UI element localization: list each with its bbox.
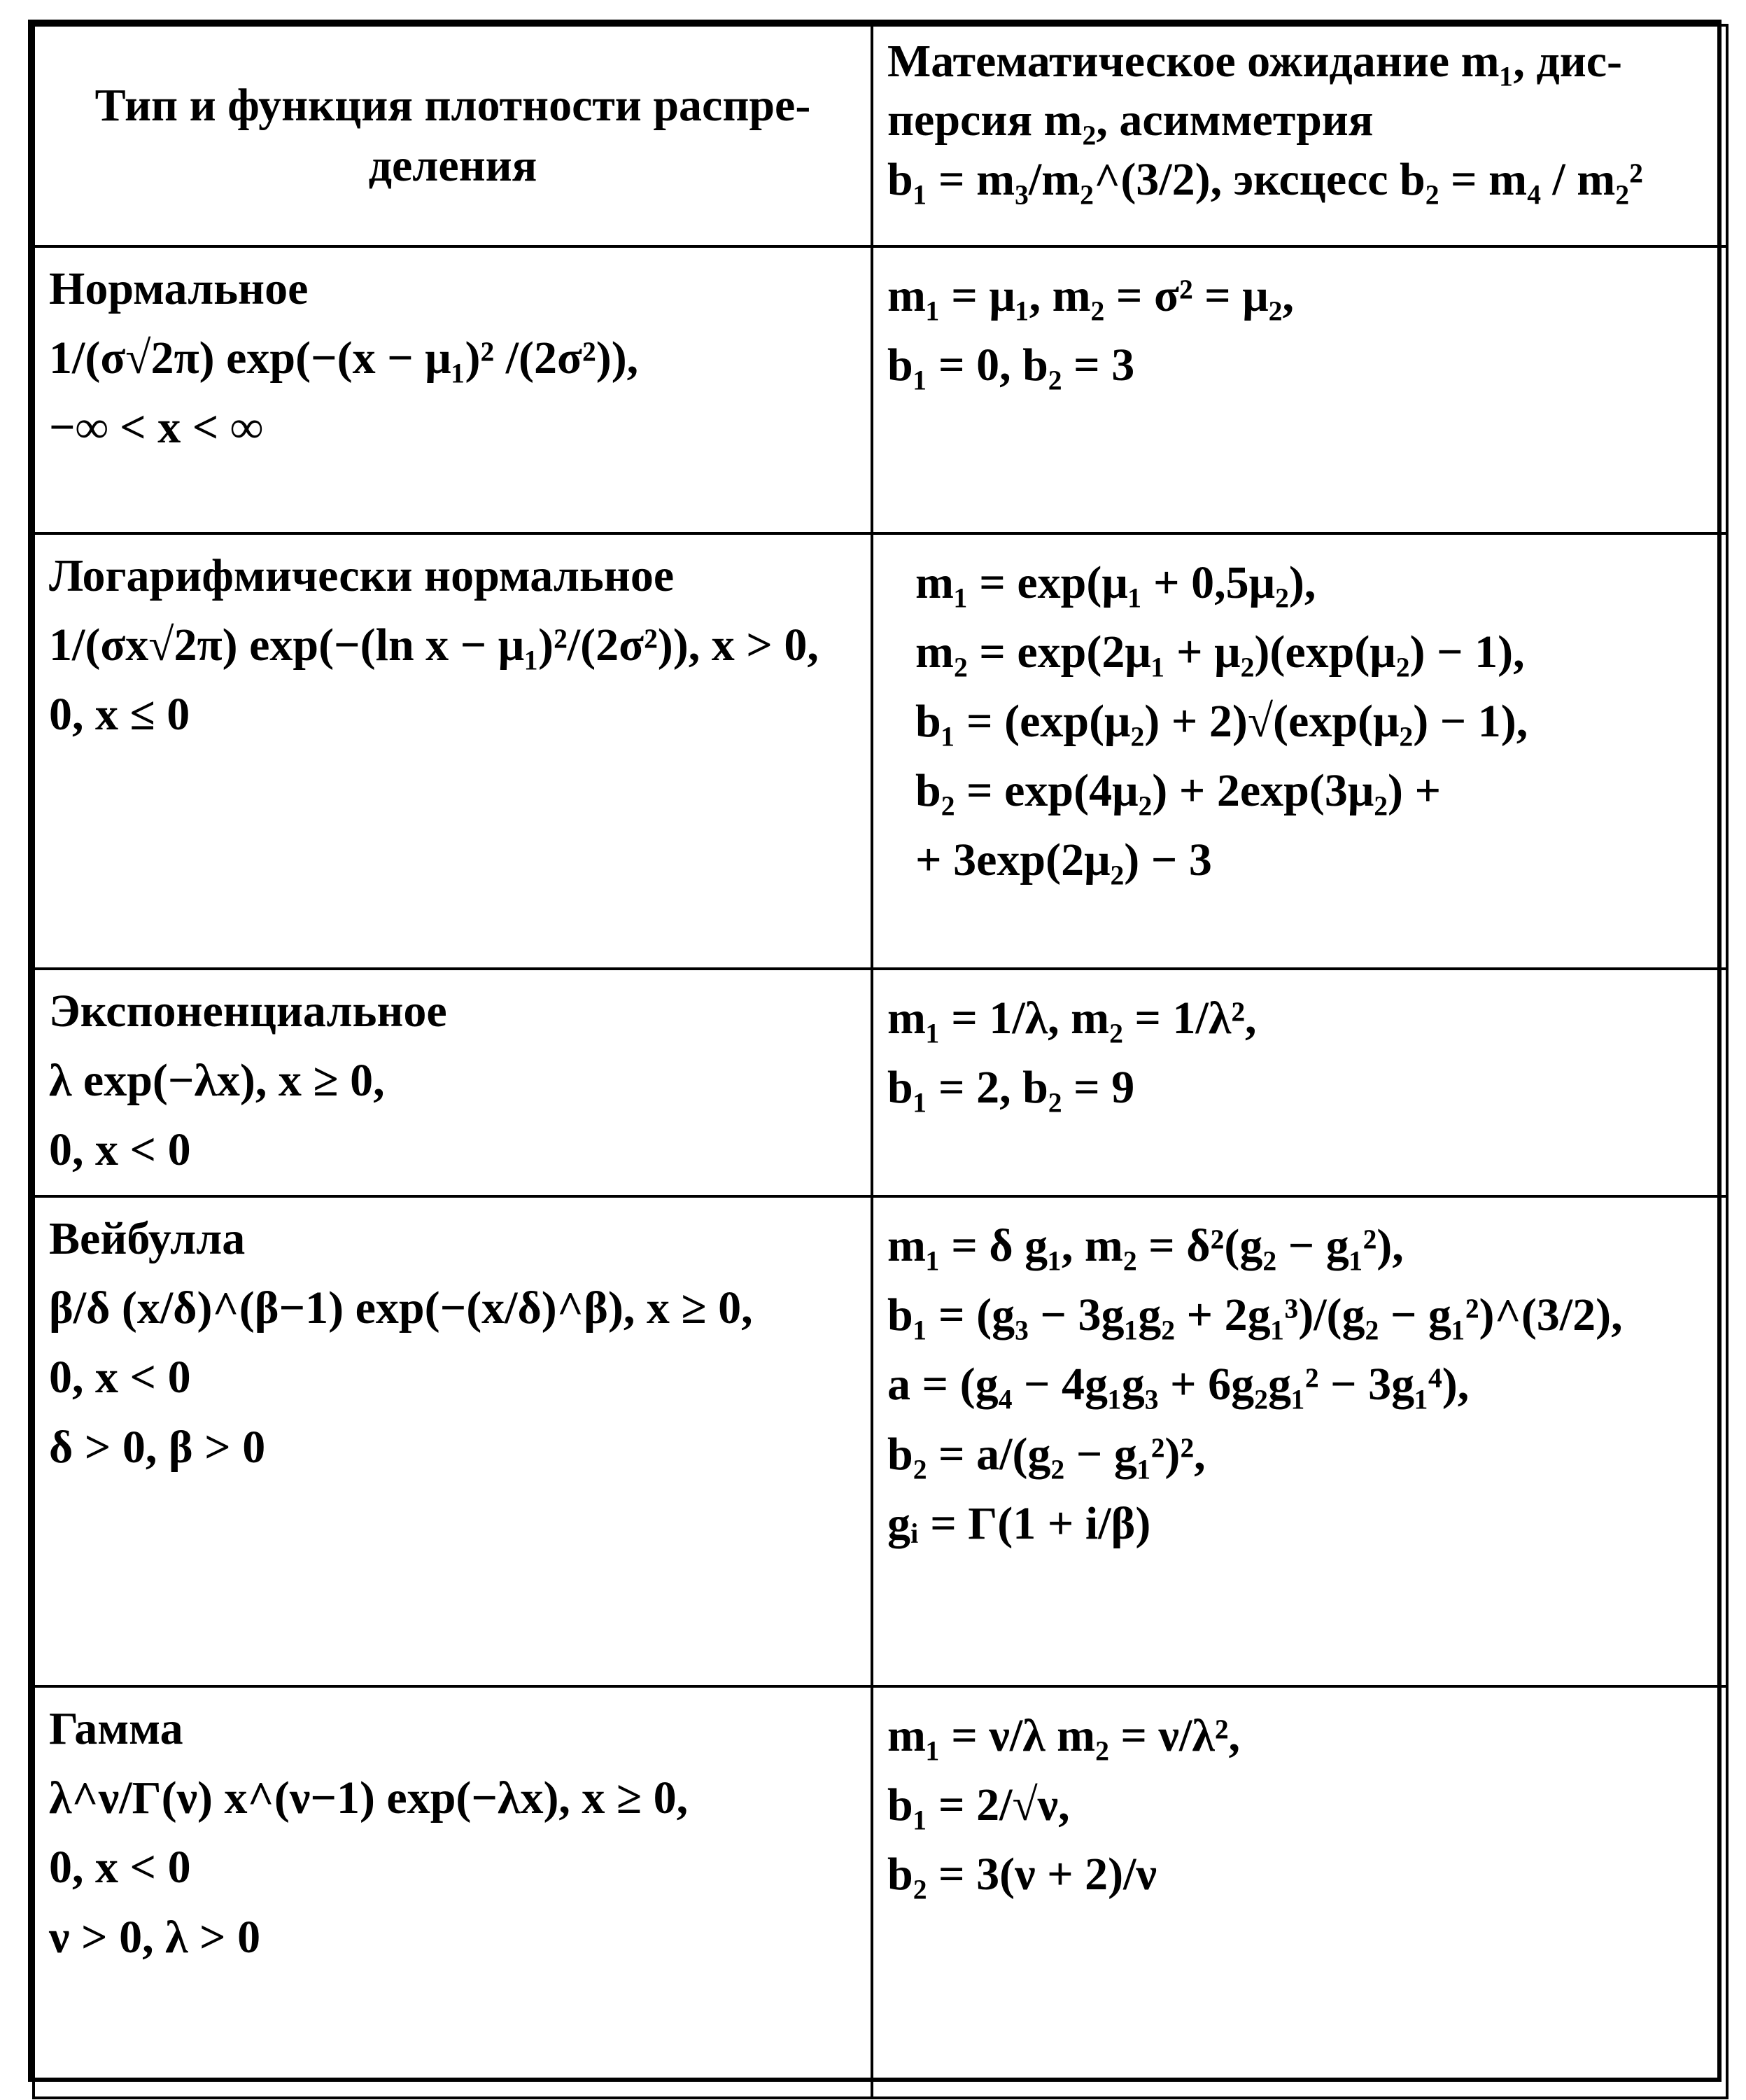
density-domain: 0, x < 0 [49, 1124, 191, 1176]
table-row-weibull [34, 1196, 1727, 1686]
density-domain: 0, x ≤ 0 [49, 689, 190, 741]
parameter-constraints: ν > 0, λ > 0 [49, 1911, 261, 1963]
moments-line: m₁ = exp(μ₁ + 0,5μ₂), [915, 557, 1316, 608]
density-formula: β/δ (x/δ)^(β−1) exp(−(x/δ)^β), x ≥ 0, [49, 1282, 753, 1334]
moments-line: b₁ = (exp(μ₂) + 2)√(exp(μ₂) − 1), [915, 696, 1528, 748]
density-domain: −∞ < x < ∞ [49, 402, 263, 454]
distribution-table-frame [28, 20, 1722, 2082]
moments-line: b₂ = exp(4μ₂) + 2exp(3μ₂) + [915, 765, 1442, 817]
moments-cell [872, 246, 1727, 533]
header-right-cell [872, 25, 1727, 246]
table-row-lognormal [34, 533, 1727, 969]
moments-line: + 3exp(2μ₂) − 3 [915, 834, 1212, 886]
moments-line: b₁ = 2/√ν, [887, 1779, 1070, 1831]
table-row-exponential [34, 969, 1727, 1196]
moments-line: m₁ = δ g₁, m₂ = δ²(g₂ − g₁²), [887, 1220, 1404, 1272]
distribution-name: Вейбулла [49, 1213, 246, 1265]
density-formula: 1/(σx√2π) exp(−(ln x − μ₁)²/(2σ²)), x > 0, [49, 620, 819, 671]
distribution-name: Гамма [49, 1703, 183, 1755]
moments-cell [872, 1686, 1727, 2098]
header-left-text: Тип и функция плотности распре-деления [94, 80, 811, 191]
moments-line: gᵢ = Γ(1 + i/β) [887, 1497, 1151, 1549]
moments-line: a = (g₄ − 4g₁g₃ + 6g₂g₁² − 3g₁⁴), [887, 1359, 1470, 1410]
density-cell [34, 1196, 872, 1686]
distribution-table [32, 24, 1729, 2099]
parameter-constraints: δ > 0, β > 0 [49, 1421, 266, 1473]
density-cell [34, 969, 872, 1196]
moments-line: b₂ = a/(g₂ − g₁²)², [887, 1428, 1206, 1480]
moments-line: m₁ = ν/λ m₂ = ν/λ², [887, 1710, 1241, 1762]
density-domain: 0, x < 0 [49, 1842, 191, 1893]
moments-cell [872, 969, 1727, 1196]
density-domain: 0, x < 0 [49, 1352, 191, 1404]
table-row-normal [34, 246, 1727, 533]
distribution-name: Логарифмически нормальное [49, 550, 675, 601]
moments-line: b₁ = 0, b₂ = 3 [887, 340, 1135, 391]
moments-line: b₂ = 3(ν + 2)/ν [887, 1849, 1157, 1900]
density-cell [34, 246, 872, 533]
density-formula: λ^ν/Γ(ν) x^(ν−1) exp(−λx), x ≥ 0, [49, 1772, 689, 1824]
moments-line: m₁ = μ₁, m₂ = σ² = μ₂, [887, 270, 1294, 321]
header-left-cell [34, 25, 872, 246]
density-formula: λ exp(−λx), x ≥ 0, [49, 1055, 385, 1107]
moments-line: b₁ = 2, b₂ = 9 [887, 1062, 1135, 1114]
header-right-line1: Математическое ожидание m₁, дис- [887, 36, 1623, 87]
moments-cell [872, 1196, 1727, 1686]
table-row-gamma [34, 1686, 1727, 2098]
header-right-line2: персия m₂, асимметрия [887, 94, 1374, 146]
distribution-name: Экспоненциальное [49, 986, 447, 1037]
density-cell [34, 1686, 872, 2098]
table-header-row [34, 25, 1727, 246]
density-formula: 1/(σ√2π) exp(−(x − μ₁)² /(2σ²)), [49, 332, 639, 384]
moments-line: b₁ = (g₃ − 3g₁g₂ + 2g₁³)/(g₂ − g₁²)^(3/2), [887, 1289, 1623, 1341]
moments-line: m₂ = exp(2μ₁ + μ₂)(exp(μ₂) − 1), [915, 626, 1525, 678]
moments-line: m₁ = 1/λ, m₂ = 1/λ², [887, 993, 1257, 1044]
header-right-line3: b₁ = m₃/m₂^(3/2), эксцесс b₂ = m₄ / m₂² [887, 153, 1643, 205]
distribution-name: Нормальное [49, 263, 309, 314]
moments-cell [872, 533, 1727, 969]
density-cell [34, 533, 872, 969]
